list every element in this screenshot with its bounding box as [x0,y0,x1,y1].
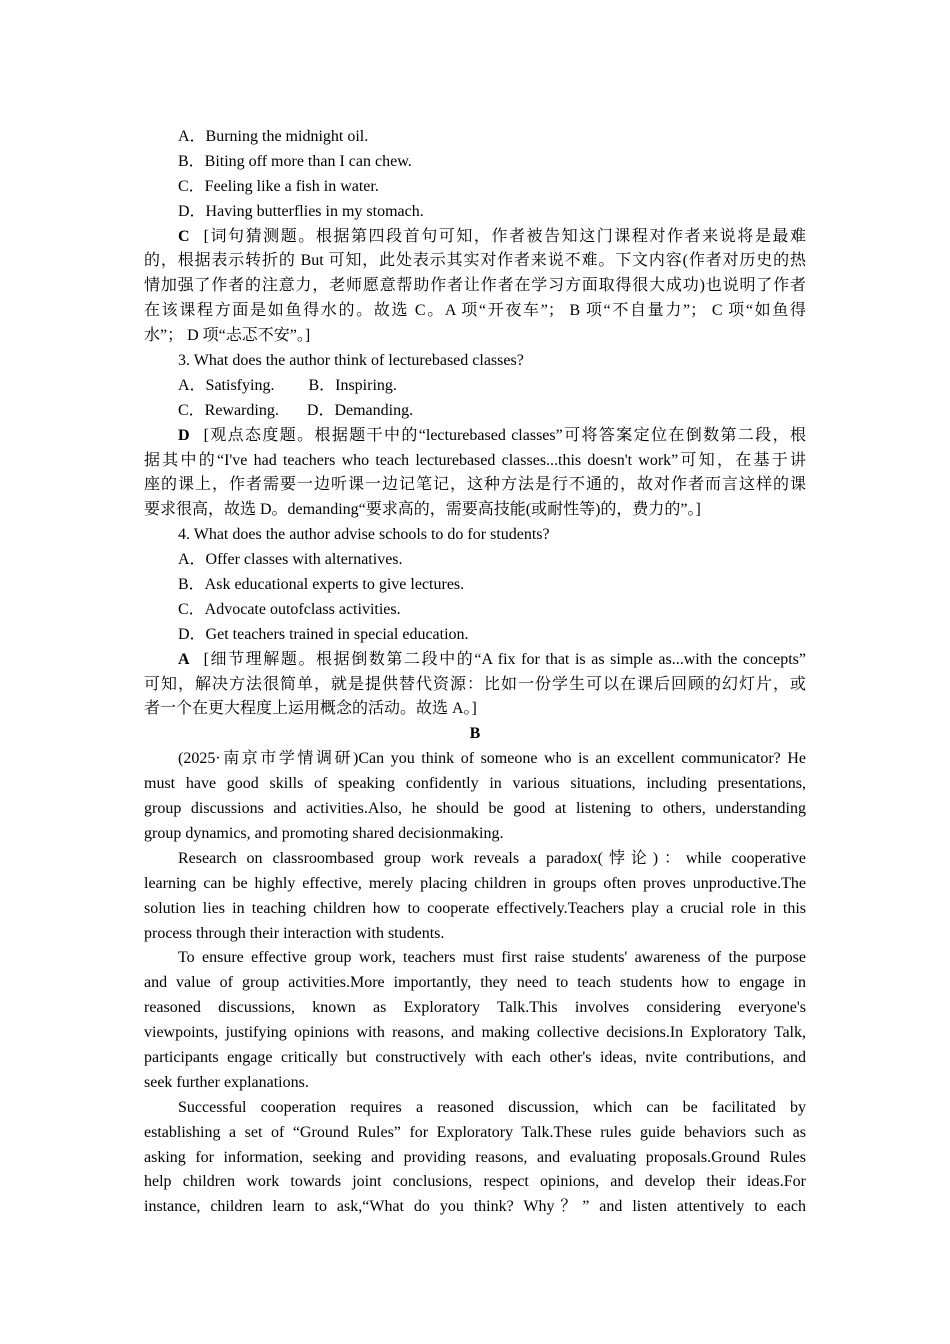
q2-explanation-line-2: 的，根据表示转折的 But 可知，此处表示其实对作者来说不难。下文内容(作者对历史的热 [144,252,806,270]
passage-p1-line-4: group dynamics, and promoting shared decisionmaking. [144,824,504,842]
q3-explanation-line-2: 据其中的“I've had teachers who teach lecturebased classes...this doesn't work”可知，在基于讲 [144,451,806,469]
passage-p4-line-1: Successful cooperation requires a reasoned discussion, which can be facilitated by [178,1098,806,1116]
q2-option-c: C．Feeling like a fish in water. [178,177,379,195]
passage-p3-line-2: and value of group activities.More importantly, they need to teach students how to engage in [144,974,806,992]
q4-explanation-line-1: A [细节理解题。根据倒数第二段中的“A fix for that is as simple as...with the concepts” [178,650,806,668]
q4-option-b: B．Ask educational experts to give lectures. [178,576,465,594]
q2-option-b: B．Biting off more than I can chew. [178,152,412,170]
q2-option-a: A．Burning the midnight oil. [178,128,369,145]
passage-p4-line-2: establishing a set of “Ground Rules” for Exploratory Talk.These rules guide behaviors such as [144,1123,806,1141]
passage-p2-line-1: Research on classroombased group work reveals a paradox(悖论)：while cooperative [178,849,806,867]
passage-p3-line-3: reasoned discussions, known as Exploratory Talk.This involves considering everyone's [144,999,806,1017]
q3-option-d: D．Demanding. [306,401,414,419]
q2-answer-letter: C [178,227,190,245]
q4-question: 4. What does the author advise schools to do for students? [178,526,550,544]
q4-explanation-line-2: 可知，解决方法很简单，就是提供替代资源：比如一份学生可以在课后回顾的幻灯片，或 [144,675,806,693]
passage-p1-line-2: must have good skills of speaking confidently in various situations, including presentations, [144,775,806,793]
q3-explanation-line-3: 座的课上，作者需要一边听课一边记笔记，这种方法是行不通的，故对作者而言这样的课 [144,476,806,494]
q3-option-c: C．Rewarding. [178,401,279,419]
document-page [144,125,806,1220]
q2-explanation-line-5: 水”； D 项“忐忑不安”。] [144,327,311,345]
passage-b-heading: B [469,725,481,743]
passage-p4-line-4: help children work towards joint conclusions, respect opinions, and develop their ideas.For [144,1173,806,1191]
passage-p3-line-1: To ensure effective group work, teachers must first raise students' awareness of the purpose [178,949,806,967]
passage-p1-line-3: group discussions and activities.Also, he should be good at listening to others, understanding [144,800,806,818]
passage-p4-line-5: instance, children learn to ask,“What do you think? Why？” and listen attentively to each [144,1198,806,1216]
passage-p2-line-2: learning can be highly effective, merely placing children in groups often proves unproductive.The [144,874,806,892]
q3-option-a: A．Satisfying. [178,376,275,394]
passage-p3-line-5: participants engage critically but constructively with each other's ideas, nvite contributions, and [144,1048,806,1066]
q4-option-c: C．Advocate outofclass activities. [178,600,401,618]
q3-answer-letter: D [178,426,190,444]
q4-option-a: A．Offer classes with alternatives. [178,551,403,569]
q2-explanation-line-1: C [词句猜测题。根据第四段首句可知，作者被告知这门课程对作者来说将是最难 [178,227,806,245]
passage-p4-line-3: asking for information, seeking and providing reasons, and evaluating proposals.Ground Rules [144,1148,806,1166]
q3-option-b: B．Inspiring. [308,376,397,394]
q2-option-d: D．Having butterflies in my stomach. [178,202,424,220]
passage-p2-line-4: process through their interaction with students. [144,924,445,942]
q3-options-row-1 [144,374,806,399]
q4-explanation-line-3: 者一个在更大程度上运用概念的活动。故选 A。] [144,700,477,718]
q3-explanation-line-1: D [观点态度题。根据题干中的“lecturebased classes”可将答案定位在倒数第二段，根 [178,426,806,444]
q4-option-d: D．Get teachers trained in special education. [178,625,469,643]
passage-p3-line-4: viewpoints, justifying opinions with reasons, and making collective decisions.In Exploratory Talk, [144,1024,806,1042]
q4-answer-letter: A [178,650,190,668]
q3-options-row-2 [144,399,806,424]
passage-p1-line-1: (2025·南京市学情调研)Can you think of someone who is an excellent communicator? He [178,750,806,768]
q2-explanation-line-4: 在该课程方面是如鱼得水的。故选 C。A 项“开夜车”； B 项“不自量力”； C 项“如鱼得 [144,302,806,320]
passage-p3-line-6: seek further explanations. [144,1073,309,1091]
q2-explanation-line-3: 情加强了作者的注意力，老师愿意帮助作者让作者在学习方面取得很大成功)也说明了作者 [144,277,806,295]
q3-question: 3. What does the author think of lecturebased classes? [178,352,524,370]
passage-p2-line-3: solution lies in teaching children how to cooperate effectively.Teachers play a crucial role in this [144,899,806,917]
q3-explanation-line-4: 要求很高，故选 D。demanding“要求高的，需要高技能(或耐性等)的，费力的”。] [144,501,701,519]
